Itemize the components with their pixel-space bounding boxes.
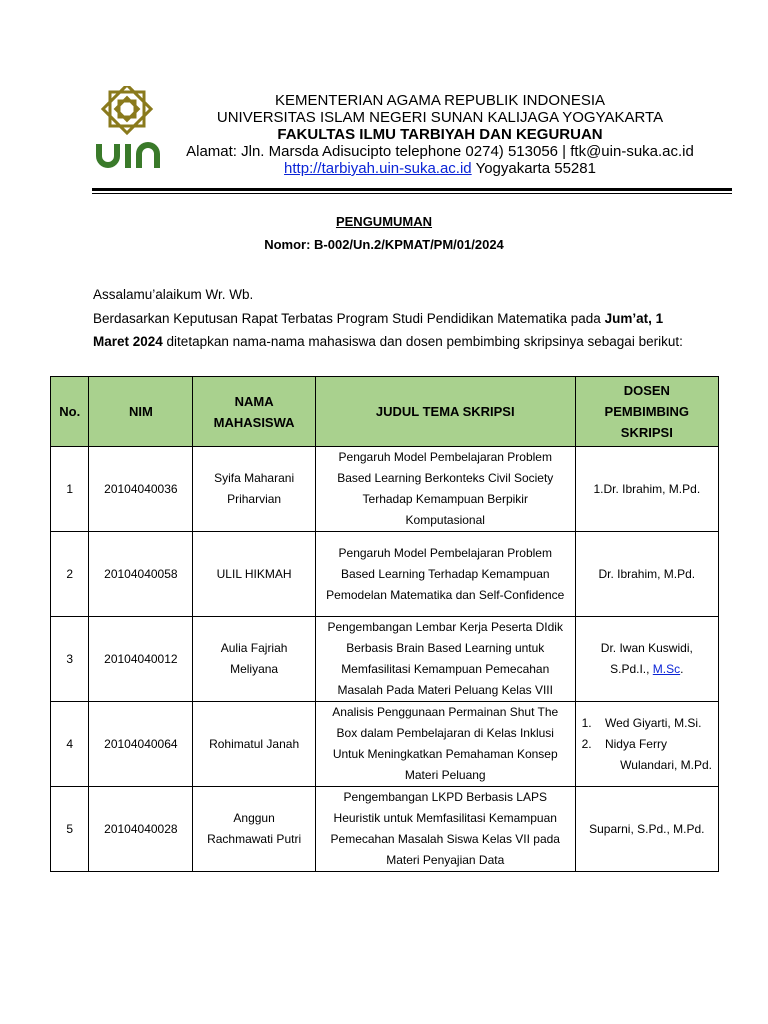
cell-nim: 20104040012 [89,617,193,702]
university-name: UNIVERSITAS ISLAM NEGERI SUNAN KALIJAGA YOGYAKARTA [216,109,664,126]
table-row [51,787,719,872]
website-line [170,160,710,177]
dosen-item: 2. Nidya Ferry [581,736,667,751]
faculty-name: FAKULTAS ILMU TARBIYAH DAN KEGURUAN [277,126,603,143]
letterhead [170,92,710,177]
table-header-row [51,377,719,447]
cell-no: 5 [51,787,89,872]
cell-no: 3 [51,617,89,702]
cell-dosen [575,702,718,787]
announcement-body [93,283,693,354]
website-link[interactable]: http://tarbiyah.uin-suka.ac.id [284,160,472,177]
ministry-name: KEMENTERIAN AGAMA REPUBLIK INDONESIA [274,92,606,109]
table-row [51,617,719,702]
msc-link[interactable]: M.Sc [652,662,681,676]
dosen-item-cont: Wulandari, M.Pd. [620,757,712,772]
cell-nama: Rohimatul Janah [193,702,316,787]
cell-dosen: Dr. Ibrahim, M.Pd. [575,532,718,617]
cell-no: 4 [51,702,89,787]
header-divider-thin [92,193,732,194]
cell-dosen: 1.Dr. Ibrahim, M.Pd. [575,447,718,532]
cell-nim: 20104040064 [89,702,193,787]
supervisor-table [50,376,719,872]
cell-judul: Analisis Penggunaan Permainan Shut The Box dalam Pembelajaran di Kelas Inklusi Untuk Meningkatkan Pemahaman Konsep Materi Peluang [315,702,575,787]
table-row [51,532,719,617]
header-no: No. [51,377,89,447]
intro-date: Jum’at, 1 Maret 2024 [93,310,664,349]
cell-no: 1 [51,447,89,532]
table-row [51,447,719,532]
greeting: Assalamu’alaikum Wr. Wb. [93,287,254,302]
announcement-number: Nomor: B-002/Un.2/KPMAT/PM/01/2024 [264,237,504,252]
header-nim: NIM [89,377,193,447]
cell-nama: Aulia Fajriah Meliyana [193,617,316,702]
cell-judul: Pengembangan LKPD Berbasis LAPS Heuristik untuk Memfasilitasi Kemampuan Pemecahan Masalah Siswa Kelas VII pada Materi Penyajian Data [315,787,575,872]
cell-nama: Anggun Rachmawati Putri [193,787,316,872]
address: Alamat: Jln. Marsda Adisucipto telephone 0274) 513056 | ftk@uin-suka.ac.id [186,143,694,160]
cell-nim: 20104040028 [89,787,193,872]
cell-nim: 20104040058 [89,532,193,617]
cell-dosen: Dr. Iwan Kuswidi, S.Pd.I., M.Sc. [575,617,718,702]
uin-logo [92,86,164,170]
header-judul: JUDUL TEMA SKRIPSI [315,377,575,447]
cell-nama: Syifa Maharani Priharvian [193,447,316,532]
announcement-title: PENGUMUMAN [335,214,433,229]
city: Yogyakarta 55281 [475,160,596,177]
header-nama: NAMA MAHASISWA [193,377,316,447]
cell-judul: Pengaruh Model Pembelajaran Problem Based Learning Terhadap Kemampuan Pemodelan Matematika dan Self-Confidence [315,532,575,617]
intro-paragraph: Berdasarkan Keputusan Rapat Terbatas Program Studi Pendidikan Matematika pada Jum’at, 1 Maret 2024 ditetapkan nama-nama mahasiswa dan dosen pembimbing skripsinya sebagai berikut: [93,310,683,349]
table-row [51,702,719,787]
cell-nama: ULIL HIKMAH [193,532,316,617]
cell-judul: Pengembangan Lembar Kerja Peserta DIdik Berbasis Brain Based Learning untuk Memfasilitasi Kemampuan Pemecahan Masalah Pada Materi Peluang Kelas VIII [315,617,575,702]
header-dosen: DOSEN PEMBIMBING SKRIPSI [575,377,718,447]
cell-judul: Pengaruh Model Pembelajaran Problem Based Learning Berkonteks Civil Society Terhadap Kemampuan Berpikir Komputasional [315,447,575,532]
cell-dosen: Suparni, S.Pd., M.Pd. [575,787,718,872]
header-divider [92,188,732,191]
cell-nim: 20104040036 [89,447,193,532]
dosen-item: 1. Wed Giyarti, M.Si. [581,715,702,730]
cell-no: 2 [51,532,89,617]
